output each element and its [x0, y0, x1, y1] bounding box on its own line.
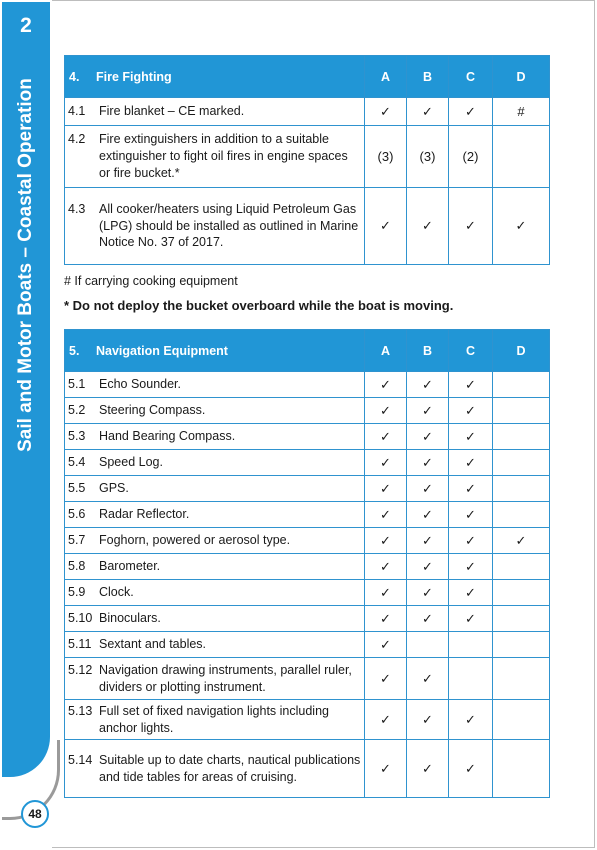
mark-d: [493, 700, 550, 740]
mark-a: ✓: [365, 606, 407, 632]
column-header-d: D: [493, 330, 550, 372]
mark-c: ✓: [449, 528, 493, 554]
mark-c: ✓: [449, 424, 493, 450]
item-text: Binoculars.: [99, 611, 161, 626]
mark-a: ✓: [365, 700, 407, 740]
bucket-warning-note: * Do not deploy the bucket overboard while the boat is moving.: [64, 298, 454, 313]
mark-c: [449, 658, 493, 700]
item-number: 5.12: [68, 662, 93, 677]
item-text: Echo Sounder.: [99, 377, 182, 392]
mark-c: ✓: [449, 502, 493, 528]
mark-d: ✓: [493, 528, 550, 554]
mark-d: [493, 398, 550, 424]
heading-number: 4.: [69, 69, 80, 84]
mark-c: ✓: [449, 398, 493, 424]
mark-d: [493, 580, 550, 606]
mark-b: ✓: [407, 188, 449, 265]
item-cell: [65, 658, 365, 700]
mark-a: ✓: [365, 372, 407, 398]
item-number: 4.1: [68, 104, 86, 119]
table-row: [65, 740, 550, 798]
item-text: Foghorn, powered or aerosol type.: [99, 533, 291, 548]
mark-a: (3): [365, 126, 407, 188]
mark-c: ✓: [449, 450, 493, 476]
mark-c: ✓: [449, 188, 493, 265]
mark-d: #: [493, 98, 550, 126]
table-row: [65, 476, 550, 502]
table-row: [65, 700, 550, 740]
mark-a: ✓: [365, 580, 407, 606]
table-row: [65, 658, 550, 700]
mark-b: ✓: [407, 658, 449, 700]
table-row: [65, 528, 550, 554]
item-number: 5.1: [68, 377, 86, 392]
item-text: Navigation drawing instruments, parallel ruler, dividers or plotting instrument.: [99, 662, 352, 694]
table-row: [65, 126, 550, 188]
item-number: 4.3: [68, 201, 86, 216]
mark-d: [493, 502, 550, 528]
cooking-equipment-note: # If carrying cooking equipment: [64, 274, 238, 288]
mark-c: ✓: [449, 700, 493, 740]
column-header-a: A: [365, 56, 407, 98]
item-text: Hand Bearing Compass.: [99, 429, 236, 444]
mark-a: ✓: [365, 502, 407, 528]
mark-a: ✓: [365, 554, 407, 580]
mark-a: ✓: [365, 528, 407, 554]
mark-c: ✓: [449, 476, 493, 502]
mark-c: [449, 632, 493, 658]
item-text: GPS.: [99, 481, 129, 496]
mark-a: ✓: [365, 424, 407, 450]
mark-c: ✓: [449, 606, 493, 632]
mark-b: ✓: [407, 502, 449, 528]
item-cell: [65, 424, 365, 450]
item-number: 5.11: [68, 637, 92, 652]
item-text: Sextant and tables.: [99, 637, 207, 652]
column-header-c: C: [449, 330, 493, 372]
table-row: [65, 606, 550, 632]
fire-fighting-table: [64, 55, 550, 265]
heading-number: 5.: [69, 343, 80, 358]
item-number: 5.7: [68, 533, 86, 548]
mark-d: [493, 554, 550, 580]
mark-d: [493, 126, 550, 188]
item-number: 5.5: [68, 481, 86, 496]
item-cell: [65, 528, 365, 554]
mark-d: [493, 632, 550, 658]
table-row: [65, 502, 550, 528]
item-text: Suitable up to date charts, nautical publications and tide tables for areas of cruising.: [99, 752, 361, 784]
item-text: Barometer.: [99, 559, 161, 574]
item-cell: [65, 554, 365, 580]
item-text: Fire extinguishers in addition to a suitable extinguisher to fight oil fires in engine spaces or fire bucket.*: [99, 132, 348, 180]
item-cell: [65, 740, 365, 798]
table-row: [65, 188, 550, 265]
mark-b: ✓: [407, 580, 449, 606]
item-text: Radar Reflector.: [99, 507, 190, 522]
item-number: 5.8: [68, 559, 86, 574]
mark-b: ✓: [407, 606, 449, 632]
item-cell: [65, 126, 365, 188]
mark-a: ✓: [365, 658, 407, 700]
item-text: Steering Compass.: [99, 403, 206, 418]
mark-c: ✓: [449, 554, 493, 580]
item-cell: [65, 98, 365, 126]
heading-text: Navigation Equipment: [96, 343, 228, 358]
item-cell: [65, 606, 365, 632]
item-number: 5.14: [68, 752, 93, 767]
mark-c: ✓: [449, 740, 493, 798]
column-header-a: A: [365, 330, 407, 372]
mark-a: ✓: [365, 188, 407, 265]
item-text: Fire blanket – CE marked.: [99, 104, 245, 119]
mark-b: ✓: [407, 700, 449, 740]
table-heading: [65, 56, 365, 98]
table-row: [65, 398, 550, 424]
table-row: [65, 98, 550, 126]
item-cell: [65, 632, 365, 658]
mark-b: ✓: [407, 98, 449, 126]
mark-d: [493, 424, 550, 450]
table-header-row: [65, 330, 550, 372]
item-number: 5.6: [68, 507, 86, 522]
mark-b: ✓: [407, 450, 449, 476]
item-text: Clock.: [99, 585, 134, 600]
mark-b: ✓: [407, 424, 449, 450]
mark-d: [493, 740, 550, 798]
item-cell: [65, 502, 365, 528]
table-row: [65, 580, 550, 606]
column-header-b: B: [407, 56, 449, 98]
mark-c: ✓: [449, 580, 493, 606]
item-number: 5.4: [68, 455, 86, 470]
table-row: [65, 554, 550, 580]
item-number: 5.13: [68, 703, 93, 718]
item-number: 4.2: [68, 132, 86, 147]
mark-b: ✓: [407, 372, 449, 398]
mark-c: ✓: [449, 372, 493, 398]
item-text: Full set of fixed navigation lights including anchor lights.: [99, 703, 329, 735]
mark-b: ✓: [407, 554, 449, 580]
table-row: [65, 450, 550, 476]
chapter-number: 2: [20, 14, 32, 37]
mark-a: ✓: [365, 98, 407, 126]
mark-b: [407, 632, 449, 658]
chapter-title: Sail and Motor Boats – Coastal Operation: [15, 78, 36, 452]
table-row: [65, 424, 550, 450]
column-header-b: B: [407, 330, 449, 372]
mark-d: [493, 606, 550, 632]
item-cell: [65, 188, 365, 265]
item-number: 5.3: [68, 429, 86, 444]
item-cell: [65, 476, 365, 502]
table-header-row: [65, 56, 550, 98]
item-number: 5.2: [68, 403, 86, 418]
mark-b: ✓: [407, 398, 449, 424]
mark-d: ✓: [493, 188, 550, 265]
item-number: 5.9: [68, 585, 86, 600]
item-cell: [65, 450, 365, 476]
mark-c: (2): [449, 126, 493, 188]
item-cell: [65, 580, 365, 606]
mark-a: ✓: [365, 740, 407, 798]
table-row: [65, 372, 550, 398]
mark-b: ✓: [407, 528, 449, 554]
mark-d: [493, 658, 550, 700]
table-row: [65, 632, 550, 658]
mark-b: ✓: [407, 740, 449, 798]
mark-a: ✓: [365, 476, 407, 502]
column-header-c: C: [449, 56, 493, 98]
mark-b: ✓: [407, 476, 449, 502]
chapter-sidebar: [0, 0, 52, 850]
mark-d: [493, 450, 550, 476]
mark-b: (3): [407, 126, 449, 188]
item-number: 5.10: [68, 611, 93, 626]
table-heading: [65, 330, 365, 372]
mark-a: ✓: [365, 450, 407, 476]
item-text: All cooker/heaters using Liquid Petroleum Gas (LPG) should be installed as outlined in Marine Notice No. 37 of 2017.: [99, 201, 359, 250]
page-number: 48: [21, 800, 49, 828]
item-cell: [65, 700, 365, 740]
mark-c: ✓: [449, 98, 493, 126]
mark-d: [493, 476, 550, 502]
item-text: Speed Log.: [99, 455, 163, 470]
mark-a: ✓: [365, 632, 407, 658]
heading-text: Fire Fighting: [96, 69, 172, 84]
column-header-d: D: [493, 56, 550, 98]
item-cell: [65, 372, 365, 398]
navigation-equipment-table: [64, 329, 550, 798]
item-cell: [65, 398, 365, 424]
mark-a: ✓: [365, 398, 407, 424]
mark-d: [493, 372, 550, 398]
